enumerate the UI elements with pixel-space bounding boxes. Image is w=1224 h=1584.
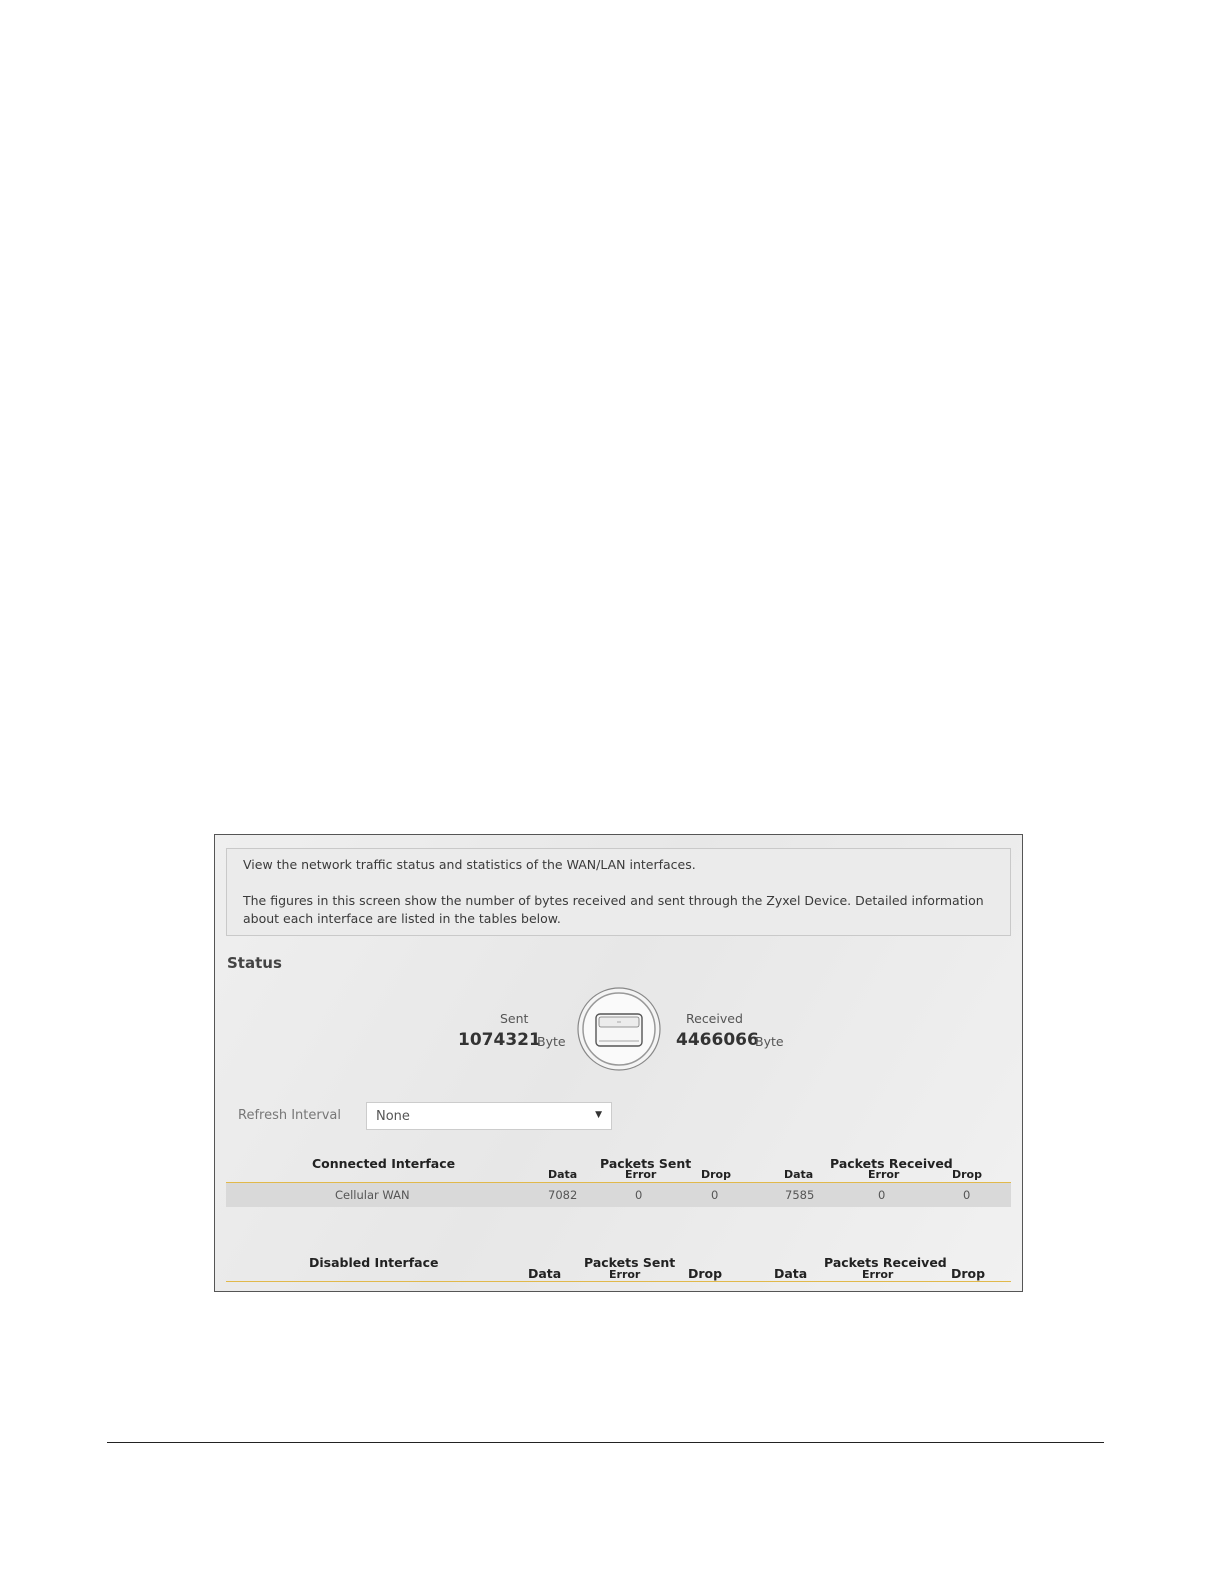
- received-value: 4466066: [676, 1030, 759, 1050]
- recv-drop-cell: 0: [963, 1188, 971, 1202]
- connected-sent-error-col: Error: [625, 1168, 657, 1181]
- page-footer-rule: [107, 1442, 1104, 1443]
- description-box: [226, 848, 1011, 936]
- sent-error-cell: 0: [635, 1188, 643, 1202]
- sent-drop-cell: 0: [711, 1188, 719, 1202]
- refresh-interval-label: Refresh Interval: [238, 1108, 342, 1123]
- connected-recv-drop-col: Drop: [952, 1168, 982, 1181]
- interface-name: Cellular WAN: [335, 1188, 410, 1202]
- recv-data-cell: 7585: [785, 1188, 815, 1202]
- disabled-packets-sent-header: Packets Sent: [584, 1255, 676, 1270]
- sent-unit: Byte: [537, 1034, 566, 1049]
- refresh-interval-select[interactable]: [366, 1102, 612, 1130]
- connected-recv-error-col: Error: [868, 1168, 900, 1181]
- table-row: [226, 1183, 1011, 1207]
- connected-recv-data-col: Data: [784, 1168, 814, 1181]
- disabled-sent-data-col: Data: [528, 1266, 562, 1281]
- received-unit: Byte: [755, 1034, 784, 1049]
- disabled-interface-header: Disabled Interface: [309, 1255, 439, 1270]
- description-line-2: The figures in this screen show the number of bytes received and sent through the Zyxel Device. Detailed information about each interface are listed in the tables below.: [243, 893, 984, 926]
- disabled-recv-error-col: Error: [862, 1268, 894, 1281]
- connected-packets-received-header: Packets Received: [830, 1156, 953, 1171]
- sent-label: Sent: [500, 1011, 529, 1026]
- sent-value: 1074321: [458, 1030, 541, 1050]
- disabled-recv-data-col: Data: [774, 1266, 808, 1281]
- received-label: Received: [686, 1011, 743, 1026]
- disabled-header-divider: [226, 1281, 1011, 1282]
- connected-packets-sent-header: Packets Sent: [600, 1156, 692, 1171]
- connected-sent-drop-col: Drop: [701, 1168, 731, 1181]
- traffic-status-panel: [214, 834, 1023, 1292]
- status-heading: Status: [227, 954, 282, 972]
- recv-error-cell: 0: [878, 1188, 886, 1202]
- disabled-packets-received-header: Packets Received: [824, 1255, 947, 1270]
- description-line-1: View the network traffic status and statistics of the WAN/LAN interfaces.: [243, 857, 696, 872]
- connected-interface-header: Connected Interface: [312, 1156, 456, 1171]
- disabled-recv-drop-col: Drop: [951, 1266, 986, 1281]
- sent-data-cell: 7082: [548, 1188, 578, 1202]
- disabled-sent-error-col: Error: [609, 1268, 641, 1281]
- router-device-icon: [577, 987, 661, 1071]
- dropdown-arrow-icon: ▼: [595, 1110, 602, 1120]
- refresh-interval-value: None: [376, 1109, 410, 1124]
- connected-sent-data-col: Data: [548, 1168, 578, 1181]
- disabled-sent-drop-col: Drop: [688, 1266, 723, 1281]
